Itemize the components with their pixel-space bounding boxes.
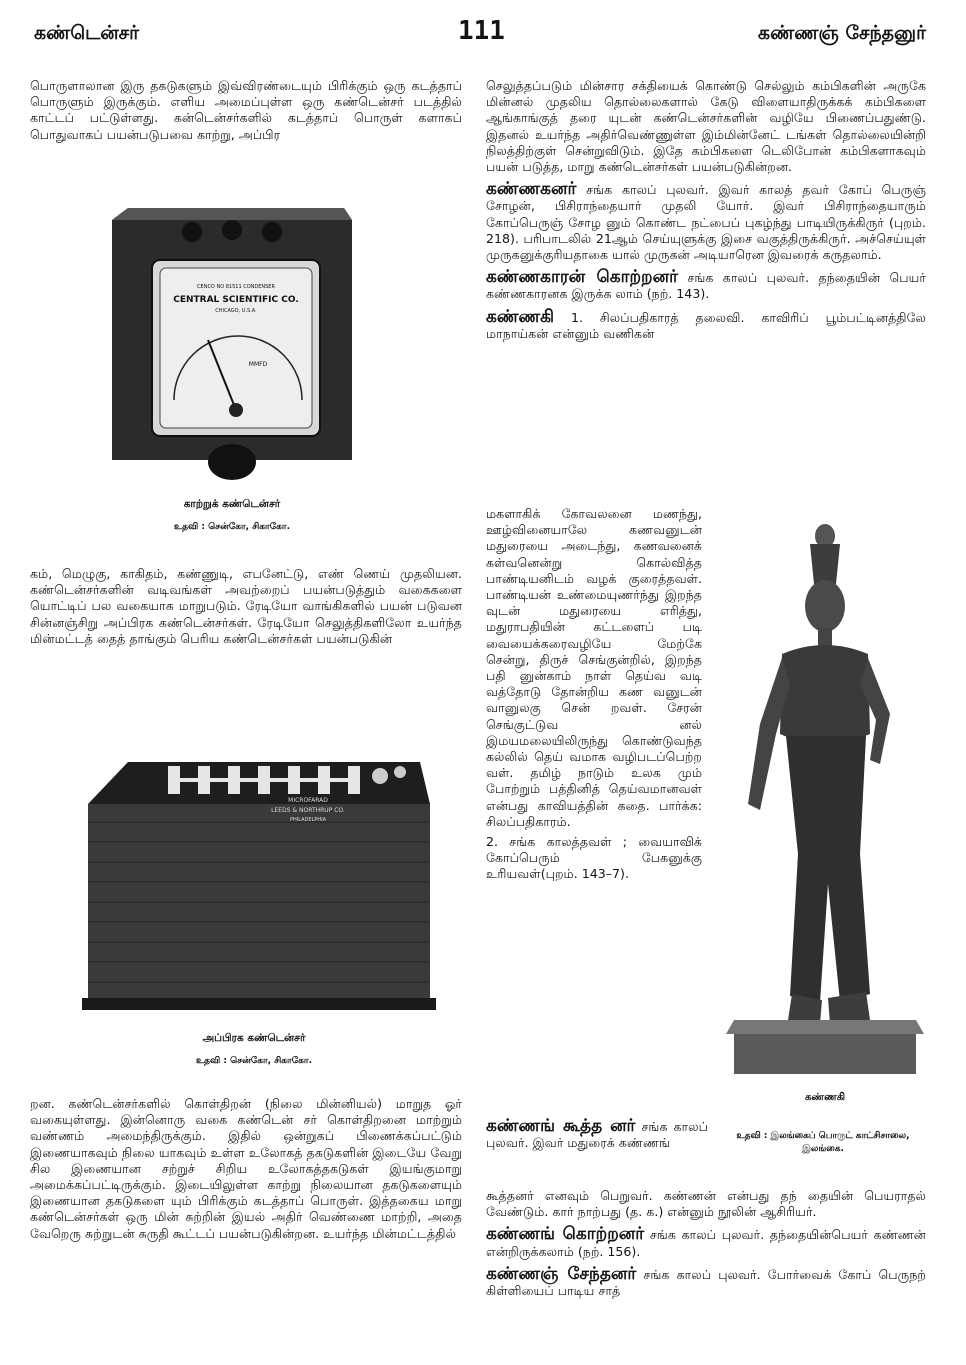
entry-body: 1. சிலப்பதிகாரத் தலைவி. காவிரிப் பூம்பட்டினத்திலே மாநாய்கன் என்னும் வணிகன் [486,309,926,341]
condenser-model-label: CENCO NO 81511 CONDENSER [197,284,275,290]
condenser-brand-label: CENTRAL SCIENTIFIC CO. [173,295,299,305]
entry-kannang-koothanar-head [486,1118,708,1151]
left-column-top [30,78,462,143]
headword: கண்ணங் கொற்றனர் [486,1224,645,1245]
entry-sense-2: 2. சங்க காலத்தவள் ; வையாவிக் கோப்பெரும் பேகனுக்கு உரியவள்(புறம். 143–7). [486,834,702,882]
entry-kannakaran [486,269,926,302]
headword: கண்ணகாரன் கொற்றனர் [486,267,678,288]
entry-body: சங்க காலப் புலவர். போர்வைக் கோப் பெருநற் கிள்ளியைப் பாடிய சாத் [486,1266,926,1299]
page-number: 111 [458,16,505,46]
entry-kannakanar [486,181,926,263]
paragraph: செலுத்தப்படும் மின்சார சக்தியைக் கொண்டு செல்லும் கம்பிகளின் அருகே மின்னல் முதலிய தொல்லைகளால் கேடு விளையாதிருக்கக் கம்பிகளை ஆங்காங்குத் தரை யுடன் கண்டென்சர்களின் வழியே பிணைப்பதுண்டு. இதனல் உயர்ந்த அதிர்வெண்ணுள்ள இம்மின்னேட் டங்கள் தொல்லையின்றி நிலத்திற்குள் சென்றுவிடும். இதே கம்பிகளை டெலிபோன் கம்பிகளாகவும் பயன் படுத்த, மாறு கண்டென்சர்கள் பயன்படுகின்றன. [486,78,926,175]
left-column-bottom [30,1096,462,1242]
figure-credit: உதவி : இலங்கைப் பொருட் காட்சிசாலை, இலங்கை. [736,1131,910,1154]
entry-body: கூத்தனர் எனவும் பெறுவர். கண்ணன் என்பது தந் தையின் பெயராதல் வேண்டும். கார் நாற்பது (த. க.) என்னும் நூலின் ஆசிரியர். [486,1188,926,1220]
dial-unit-label: MMFD [248,361,268,368]
mica-label-3: PHILADELPHIA [289,817,327,823]
entry-body: மகளாகிக் கோவலனை மணந்து, ஊழ்வினையாலே கணவனுடன் மதுரையை அடைந்து, கணவனைக் கள்வனென்று கொல்வித்த பாண்டியனிடம் வழக் குரைத்தவள். பாண்டியன் உண்மையுணர்ந்து இறந்த வுடன் மதுரையை எரித்து, மதுராபதியின் கட்டளைப் படி வையைக்கரைவழியே மேற்கே சென்று, திருச் செங்குன்றில், இறந்த பதி னுன்காம் நாள் தெய்வ வடி வத்தோடு தோன்றிய கண வனுடன் வானுலகு சென் றவள். சேரன் செங்குட்டுவ னல் இமயமலையிலிருந்து கொண்டுவந்த கல்லில் தெய் வமாக வழிபடப்பெற்ற வள். தமிழ் நாடும் உலக மும் போற்றும் பத்தினித் தெய்வமானவள் என்பது காவியத்தின் கதை. பார்க்க: சிலப்பதிகாரம். [486,506,702,829]
figure-credit: உதவி : சென்கோ, சிகாகோ. [173,522,291,532]
entry-body: சங்க காலப் புலவர். இவர் காலத் தவர் கோப் பெருஞ் சோழன், பிசிராந்தையார் முதலி யோர். இவர் பிசிராந்தையாரும் கோப்பெருஞ் சோழ னும் கொண்ட நட்பைப் புகழ்ந்து பாடியிருக்கிருர் (புறம். 218). பரிபாடலில் 21ஆம் செய்யுளுக்கு இசை வகுத்திருக்கிருர். அச்செய்யுள் முருகனுக்குரியதாகை யால் முருகன் அடியாரென இவரைக் கருதலாம். [486,182,926,263]
figure-caption: அப்பிரக கண்டென்சர் [202,1032,306,1044]
figure-caption: காற்றுக் கண்டென்சர் [183,498,281,510]
mica-condenser-figure [68,722,440,1022]
kannaki-statue-figure [720,524,930,1084]
entry-body: சங்க காலப் புலவர். தந்தையின்பெயர் கண்ணன் என்றிருக்கலாம் (நற். 156). [486,1227,926,1259]
condenser-city-label: CHICAGO, U.S.A. [215,308,257,314]
air-condenser-figure [108,200,356,490]
running-head-right: கண்ணஞ் சேந்தனுர் [757,22,926,44]
headword: கண்ணகனர் [486,179,577,200]
paragraph: கம், மெழுகு, காகிதம், கண்ணுடி, எபனேட்டு, எண் ணெய் முதலியன. கண்டென்சர்களின் வடிவங்கள் அவற்றைப் பயன்படுத்தும் வகைகளை யொட்டிப் பல வகையாக மாறுபடும். ரேடியோ வாங்கிகளில் பயன் படுவன சின்னஞ்சிறு அப்பிரக கண்டென்சர்கள். ரேடியோ செலுத்திகளிலோ உயர்ந்த மின்மட்டத் தைத் தாங்கும் பெரிய கண்டென்சர்கள் பயன்படுகின் [30,566,462,646]
paragraph: பொருளாலான இரு தகடுகளும் இவ்விரண்டையும் பிரிக்கும் ஒரு கடத்தாப் பொருளும் இருக்கும். எளிய அமைப்புள்ள ஒரு கண்டென்சர் படத்தில் காட்டப் பட்டுள்ளது. கன்டென்சர்களில் கடத்தாப் பொருள் களாகப் பொதுவாகப் பயன்படுபவை காற்று, அப்பிர [30,78,462,142]
entry-kannang-kotranar [486,1226,926,1259]
mica-label-2: LEEDS & NORTHRUP CO. [271,807,345,814]
headword: கண்ணஞ் சேந்தனர் [486,1263,637,1284]
headword: கண்ணகி [486,306,555,327]
mica-label-1: MICROFARAD [288,797,328,804]
entry-body: சங்க காலப் புலவர். தந்தையின் பெயர் கண்ணகாரனக இருக்க லாம் (நற். 143). [486,270,927,302]
right-column-bottom [486,1188,926,1299]
running-head-left: கண்டென்சர் [34,22,140,44]
headword: கண்ணங் கூத்த னர் [486,1116,636,1136]
entry-kannaki [486,306,926,342]
left-column-mid [30,566,462,647]
kannaki-wrap-column [486,506,702,883]
right-column-top [486,78,926,342]
figure-caption: கண்ணகி [804,1092,846,1103]
figure-credit: உதவி : சென்கோ, சிகாகோ. [195,1056,313,1066]
entry-body: சங்க காலப் புலவர். இவர் மதுரைக் கண்ணங் [486,1119,708,1151]
entry-kannanj-senthanar [486,1263,926,1299]
paragraph: றன. கண்டென்சர்களில் கொள்திறன் (நிலை மின்னியல்) மாறுத ஓர் வகையுள்ளது. இன்னொரு வகை கண்டென் சர் கொள்திறனை மாற்றும் வண்ணம் அமைந்திருக்கும். இதில் ஒன்றுகப் பிணைக்கப்பட்டும் இணையாகவும் நிலை யாகவும் உள்ள உலோகத் தகடுகளின் இடையே வேறு சில இணையான சற்றுச் சிறிய உலோகத்தகடுகள் இயங்குமாறு அமைக்கப்பட்டிருக்கும். இடையிலுள்ள காற்று நிலையான தகடுகளையும் இணையான தகடுகளை யும் பிரிக்கும் கடத்தாப் பொருள். இத்தகைய மாறு கண்டென்சர்கள் ஒரு மின் சுற்றின் இயல் அதிர் வெண்ணை மாற்றி, அதை வேறெரு சுற்றுடன் சுருதி கூட்டப் பயன்படுகின்றன. உயர்ந்த மின்மட்டத்தில் [30,1096,462,1241]
